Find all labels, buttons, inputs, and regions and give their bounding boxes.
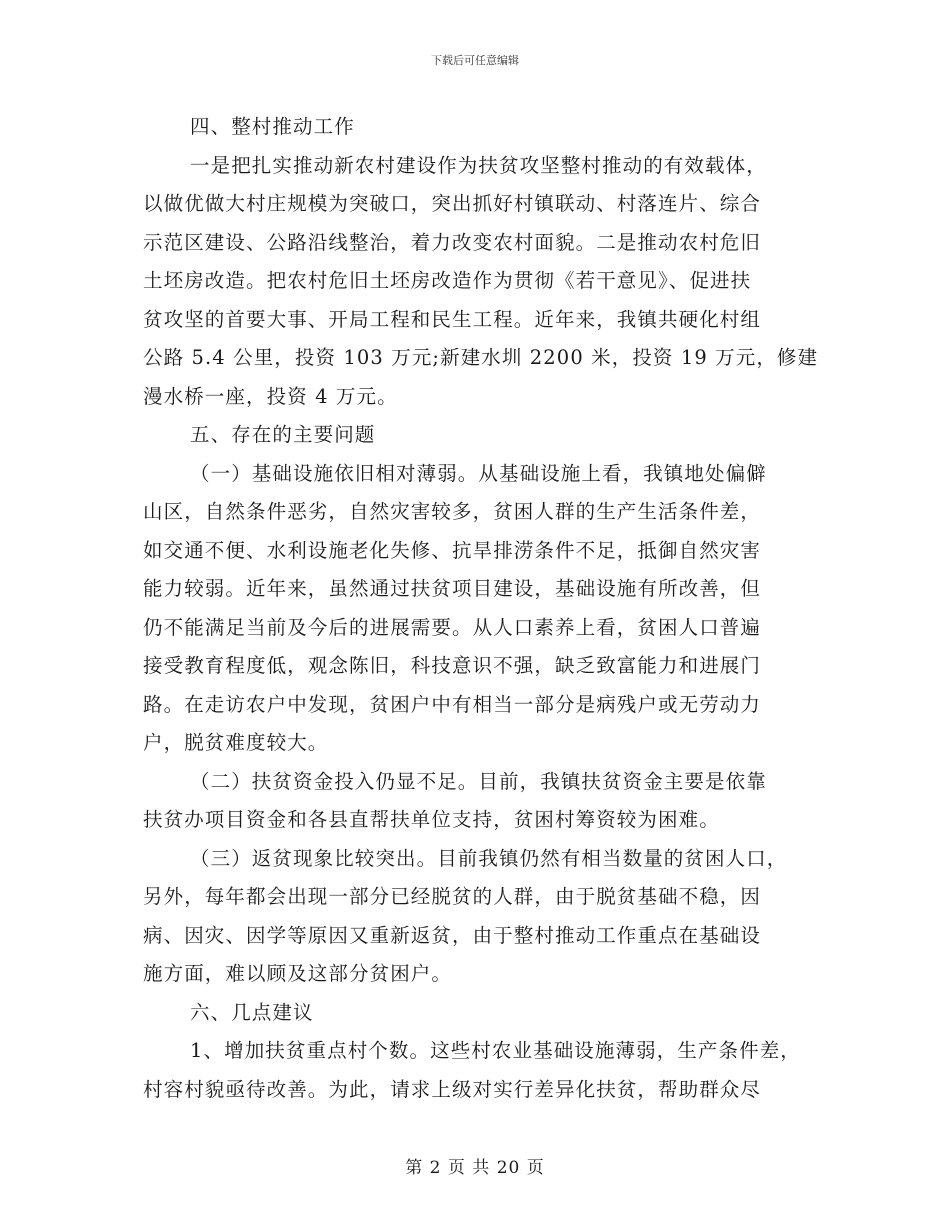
paragraph-line: 山区，自然条件恶劣，自然灾害较多，贫困人群的生产生活条件差， xyxy=(143,500,762,523)
paragraph-line: （二）扶贫资金投入仍显不足。目前，我镇扶贫资金主要是依靠 xyxy=(190,769,767,793)
paragraph-line: 村容村貌亟待改善。为此，请求上级对实行差异化扶贫，帮助群众尽 xyxy=(143,1077,762,1101)
paragraph-line: 漫水桥一座，投资 4 万元。 xyxy=(143,384,398,408)
paragraph-line: 贫攻坚的首要大事、开局工程和民生工程。近年来，我镇共硬化村组 xyxy=(143,307,762,331)
paragraph-line: 仍不能满足当前及今后的进展需要。从人口素养上看，贫困人口普遍 xyxy=(143,615,762,639)
page-number-footer: 第 2 页 共 20 页 xyxy=(405,1158,545,1178)
section-heading: 四、整村推动工作 xyxy=(190,115,355,138)
paragraph-line: 以做优做大村庄规模为突破口，突出抓好村镇联动、村落连片、综合 xyxy=(143,192,762,215)
header-note: 下载后可任意编辑 xyxy=(431,54,519,67)
document-body xyxy=(143,108,819,1109)
paragraph-line: 路。在走访农户中发现，贫困户中有相当一部分是病残户或无劳动力 xyxy=(143,692,762,716)
paragraph-line: 户，脱贫难度较大。 xyxy=(143,731,329,754)
paragraph-line: 病、因灾、因学等原因又重新返贫，由于整村推动工作重点在基础设 xyxy=(143,923,762,947)
paragraph-line: 施方面，难以顾及这部分贫困户。 xyxy=(143,962,453,985)
section-heading: 五、存在的主要问题 xyxy=(190,423,376,446)
paragraph-line: 一是把扎实推动新农村建设作为扶贫攻坚整村推动的有效载体， xyxy=(190,153,767,177)
paragraph-line: 扶贫办项目资金和各县直帮扶单位支持，贫困村筹资较为困难。 xyxy=(143,808,720,831)
paragraph-line: （三）返贫现象比较突出。目前我镇仍然有相当数量的贫困人口， xyxy=(190,846,788,870)
paragraph-line: 示范区建设、公路沿线整治，着力改变农村面貌。二是推动农村危旧 xyxy=(143,230,762,254)
paragraph-line: 1、增加扶贫重点村个数。这些村农业基础设施薄弱，生产条件差， xyxy=(190,1039,801,1062)
paragraph-line: （一）基础设施依旧相对薄弱。从基础设施上看，我镇地处偏僻 xyxy=(190,461,767,485)
paragraph-line: 另外，每年都会出现一部分已经脱贫的人群，由于脱贫基础不稳，因 xyxy=(143,885,762,908)
paragraph-line: 公路 5.4 公里，投资 103 万元;新建水圳 2200 米，投资 19 万元，修建 xyxy=(143,346,819,369)
paragraph-line: 如交通不便、水利设施老化失修、抗旱排涝条件不足，抵御自然灾害 xyxy=(143,538,762,562)
paragraph-line: 土坯房改造。把农村危旧土坯房改造作为贯彻《若干意见》、促进扶 xyxy=(143,269,752,292)
paragraph-line: 接受教育程度低，观念陈旧，科技意识不强，缺乏致富能力和进展门 xyxy=(143,654,762,677)
paragraph-line: 能力较弱。近年来，虽然通过扶贫项目建设，基础设施有所改善，但 xyxy=(143,577,762,600)
section-heading: 六、几点建议 xyxy=(190,1000,314,1024)
